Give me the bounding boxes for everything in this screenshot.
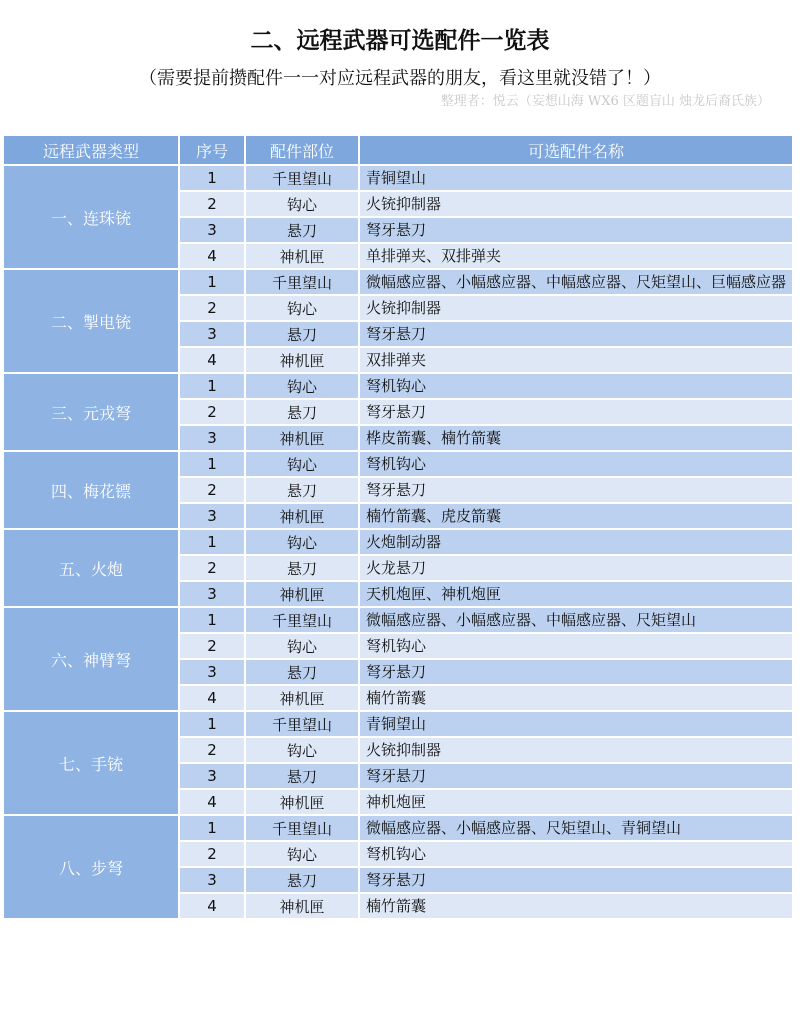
page-title: 二、远程武器可选配件一览表 xyxy=(250,28,550,54)
weapon-type-cell: 六、神臂弩 xyxy=(3,607,179,711)
number-cell: 1 xyxy=(179,607,245,633)
part-cell: 千里望山 xyxy=(245,607,359,633)
part-cell: 神机匣 xyxy=(245,581,359,607)
part-cell: 悬刀 xyxy=(245,321,359,347)
part-cell: 钩心 xyxy=(245,373,359,399)
accessory-names-cell: 弩牙悬刀 xyxy=(359,763,793,789)
number-cell: 2 xyxy=(179,191,245,217)
weapon-type-cell: 三、元戎弩 xyxy=(3,373,179,451)
column-header-part: 配件部位 xyxy=(245,135,359,165)
accessory-names-cell: 火铳抑制器 xyxy=(359,737,793,763)
accessory-names-cell: 微幅感应器、小幅感应器、中幅感应器、尺矩望山、巨幅感应器 xyxy=(359,269,793,295)
part-cell: 悬刀 xyxy=(245,477,359,503)
table-row xyxy=(3,373,793,399)
number-cell: 3 xyxy=(179,503,245,529)
accessory-names-cell: 弩机钩心 xyxy=(359,373,793,399)
table-row xyxy=(3,529,793,555)
number-cell: 2 xyxy=(179,841,245,867)
part-cell: 悬刀 xyxy=(245,867,359,893)
table-row xyxy=(3,451,793,477)
accessory-names-cell: 弩牙悬刀 xyxy=(359,217,793,243)
table-row xyxy=(3,269,793,295)
accessory-names-cell: 楠竹箭囊 xyxy=(359,893,793,919)
part-cell: 神机匣 xyxy=(245,789,359,815)
number-cell: 4 xyxy=(179,893,245,919)
table-row xyxy=(3,815,793,841)
part-cell: 钩心 xyxy=(245,295,359,321)
table-row xyxy=(3,607,793,633)
part-cell: 神机匣 xyxy=(245,503,359,529)
number-cell: 3 xyxy=(179,425,245,451)
part-cell: 神机匣 xyxy=(245,347,359,373)
part-cell: 悬刀 xyxy=(245,399,359,425)
number-cell: 2 xyxy=(179,737,245,763)
part-cell: 神机匣 xyxy=(245,425,359,451)
part-cell: 神机匣 xyxy=(245,893,359,919)
table-body xyxy=(3,165,793,919)
part-cell: 钩心 xyxy=(245,737,359,763)
accessory-names-cell: 神机炮匣 xyxy=(359,789,793,815)
number-cell: 1 xyxy=(179,451,245,477)
page-subtitle: （需要提前攒配件一一对应远程武器的朋友，看这里就没错了！） xyxy=(139,68,661,89)
number-cell: 1 xyxy=(179,529,245,555)
author-credit-watermark: 整理者：悦云（妄想山海 WX6 区题盲山 烛龙后裔氏族） xyxy=(440,94,770,109)
part-cell: 钩心 xyxy=(245,633,359,659)
part-cell: 钩心 xyxy=(245,841,359,867)
weapon-type-cell: 二、掣电铳 xyxy=(3,269,179,373)
table-row xyxy=(3,165,793,191)
weapon-type-cell: 四、梅花镖 xyxy=(3,451,179,529)
part-cell: 千里望山 xyxy=(245,815,359,841)
accessory-names-cell: 弩牙悬刀 xyxy=(359,477,793,503)
accessory-names-cell: 青铜望山 xyxy=(359,711,793,737)
part-cell: 钩心 xyxy=(245,529,359,555)
accessory-names-cell: 弩机钩心 xyxy=(359,451,793,477)
number-cell: 4 xyxy=(179,685,245,711)
accessory-names-cell: 楠竹箭囊 xyxy=(359,685,793,711)
column-header-weapon-type: 远程武器类型 xyxy=(3,135,179,165)
accessory-names-cell: 微幅感应器、小幅感应器、中幅感应器、尺矩望山 xyxy=(359,607,793,633)
part-cell: 千里望山 xyxy=(245,711,359,737)
number-cell: 3 xyxy=(179,763,245,789)
number-cell: 1 xyxy=(179,373,245,399)
part-cell: 千里望山 xyxy=(245,269,359,295)
accessory-names-cell: 弩牙悬刀 xyxy=(359,321,793,347)
number-cell: 1 xyxy=(179,165,245,191)
accessory-names-cell: 弩机钩心 xyxy=(359,633,793,659)
number-cell: 1 xyxy=(179,815,245,841)
number-cell: 1 xyxy=(179,711,245,737)
number-cell: 2 xyxy=(179,295,245,321)
accessory-names-cell: 青铜望山 xyxy=(359,165,793,191)
number-cell: 2 xyxy=(179,399,245,425)
number-cell: 2 xyxy=(179,555,245,581)
part-cell: 悬刀 xyxy=(245,659,359,685)
number-cell: 3 xyxy=(179,867,245,893)
accessory-names-cell: 火铳抑制器 xyxy=(359,191,793,217)
weapon-type-cell: 一、连珠铳 xyxy=(3,165,179,269)
number-cell: 3 xyxy=(179,217,245,243)
weapon-type-cell: 七、手铳 xyxy=(3,711,179,815)
accessory-names-cell: 弩牙悬刀 xyxy=(359,399,793,425)
number-cell: 4 xyxy=(179,243,245,269)
accessory-names-cell: 天机炮匣、神机炮匣 xyxy=(359,581,793,607)
accessory-names-cell: 弩牙悬刀 xyxy=(359,867,793,893)
accessory-names-cell: 双排弹夹 xyxy=(359,347,793,373)
accessory-names-cell: 火铳抑制器 xyxy=(359,295,793,321)
part-cell: 神机匣 xyxy=(245,243,359,269)
number-cell: 1 xyxy=(179,269,245,295)
accessory-names-cell: 弩牙悬刀 xyxy=(359,659,793,685)
part-cell: 悬刀 xyxy=(245,555,359,581)
accessory-names-cell: 微幅感应器、小幅感应器、尺矩望山、青铜望山 xyxy=(359,815,793,841)
accessory-names-cell: 单排弹夹、双排弹夹 xyxy=(359,243,793,269)
number-cell: 2 xyxy=(179,477,245,503)
table-row xyxy=(3,711,793,737)
accessory-names-cell: 桦皮箭囊、楠竹箭囊 xyxy=(359,425,793,451)
number-cell: 3 xyxy=(179,659,245,685)
part-cell: 钩心 xyxy=(245,451,359,477)
number-cell: 3 xyxy=(179,321,245,347)
accessory-names-cell: 火炮制动器 xyxy=(359,529,793,555)
weapon-type-cell: 八、步弩 xyxy=(3,815,179,919)
column-header-number: 序号 xyxy=(179,135,245,165)
weapon-type-cell: 五、火炮 xyxy=(3,529,179,607)
table-header-row xyxy=(3,135,793,165)
number-cell: 4 xyxy=(179,789,245,815)
accessory-table xyxy=(2,134,794,920)
accessory-names-cell: 楠竹箭囊、虎皮箭囊 xyxy=(359,503,793,529)
number-cell: 4 xyxy=(179,347,245,373)
part-cell: 千里望山 xyxy=(245,165,359,191)
part-cell: 神机匣 xyxy=(245,685,359,711)
accessory-names-cell: 火龙悬刀 xyxy=(359,555,793,581)
column-header-accessory-names: 可选配件名称 xyxy=(359,135,793,165)
number-cell: 3 xyxy=(179,581,245,607)
part-cell: 悬刀 xyxy=(245,217,359,243)
number-cell: 2 xyxy=(179,633,245,659)
part-cell: 钩心 xyxy=(245,191,359,217)
part-cell: 悬刀 xyxy=(245,763,359,789)
accessory-names-cell: 弩机钩心 xyxy=(359,841,793,867)
